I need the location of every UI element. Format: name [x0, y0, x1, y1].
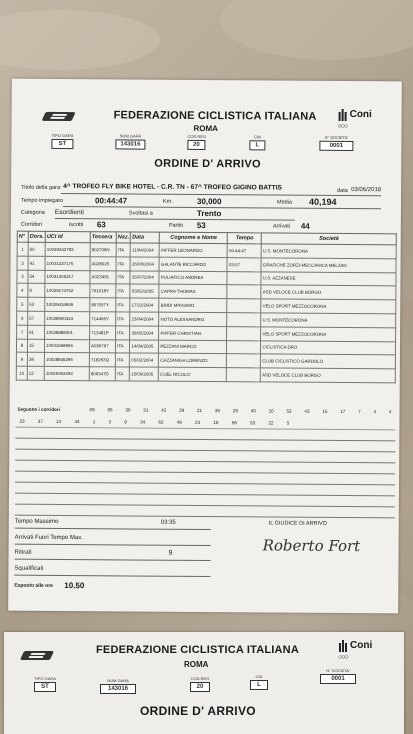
- results-sheet: [8, 79, 402, 614]
- table-cell: ITA: [116, 284, 130, 298]
- table-cell: CAPRA THOMAS: [159, 285, 227, 299]
- table-cell: 14/04/2005: [130, 340, 159, 354]
- table-cell: A036767: [90, 339, 116, 353]
- col-header: Società: [262, 233, 397, 245]
- follower-number: 23: [19, 418, 25, 424]
- avg-value: 40,194: [308, 196, 337, 207]
- code-tipo-gara: TIPO GARA ST: [51, 133, 73, 149]
- km-value: 30,000: [196, 196, 222, 207]
- city-name: ROMA: [184, 660, 209, 669]
- follower-number: 16: [213, 420, 219, 426]
- follower-number: 29: [179, 407, 185, 413]
- follower-number: 5: [286, 420, 290, 426]
- table-cell: 7: [17, 325, 28, 339]
- coni-label: Coni: [350, 640, 373, 651]
- time-value: 00:44:47: [94, 196, 128, 206]
- avg-label: Media: [276, 199, 293, 206]
- table-cell: [227, 340, 261, 354]
- table-cell: 10029416849: [45, 298, 90, 312]
- col-header: Data: [131, 232, 160, 243]
- table-cell: A028025: [90, 256, 116, 270]
- table-cell: 10028846295: [44, 353, 89, 367]
- judge-label: IL GIUDICE DI ARRIVO: [268, 520, 327, 527]
- withdrawn-value: 9: [168, 549, 173, 557]
- table-cell: [227, 354, 261, 368]
- col-header: UCI id: [45, 231, 90, 242]
- table-cell: [227, 368, 261, 382]
- riders-label: Corridori: [20, 221, 42, 228]
- code-societa: N° SOCIETA' 0001: [319, 135, 353, 151]
- table-cell: [227, 326, 261, 340]
- follower-number: 43: [304, 408, 310, 414]
- table-cell: 61: [28, 325, 45, 339]
- iscritti-value: 63: [96, 220, 106, 230]
- table-cell: 63: [28, 297, 45, 311]
- follower-number: 9: [124, 419, 127, 425]
- table-cell: BRIDI MASSIMO: [159, 298, 227, 312]
- table-cell: 03/02/2005: [130, 284, 159, 298]
- document-title: ORDINE D' ARRIVO: [140, 704, 256, 718]
- code-tipo-gara: TIPO GARA ST: [34, 676, 56, 690]
- follower-number: 30: [125, 407, 131, 413]
- coni-logo-icon: [334, 638, 374, 666]
- place-label: Svoltasi a: [128, 210, 153, 217]
- table-cell: 17/11/2004: [130, 298, 159, 312]
- table-cell: 9: [16, 353, 27, 367]
- table-cell: [227, 299, 261, 313]
- table-cell: 10: [16, 366, 27, 380]
- follower-number: 24: [195, 419, 201, 425]
- code-num-gara: NUM.GARA 143016: [115, 133, 145, 149]
- table-cell: ITA: [115, 367, 129, 381]
- table-cell: 00:44:47: [227, 244, 261, 258]
- table-cell: PIFFER LEONARDO: [159, 243, 227, 257]
- follower-number: 17: [340, 408, 346, 414]
- table-cell: 30/05/2004: [130, 326, 159, 340]
- followers-label: Seguono i corridori: [17, 406, 60, 412]
- table-cell: ITA: [116, 326, 130, 340]
- table-cell: 10029342783: [45, 242, 90, 256]
- table-cell: 10031668965: [45, 339, 90, 353]
- follower-number: 53: [250, 420, 256, 426]
- table-cell: CLUB CICLISTICO GARDOLO: [261, 354, 396, 369]
- table-cell: 11/04/2004: [130, 243, 159, 257]
- table-cell: 718263Q: [89, 353, 115, 367]
- table-cell: 1: [17, 242, 28, 256]
- olympic-rings-icon: ○○○: [338, 654, 348, 661]
- code-cod-reg: COD.REG 20: [190, 676, 210, 690]
- table-cell: CAZZANIGA LORENZO: [159, 354, 227, 368]
- table-cell: [227, 285, 261, 299]
- table-cell: 10029174752: [45, 284, 90, 298]
- race-date: 03/06/2018: [351, 187, 382, 194]
- coni-logo-icon: [333, 107, 373, 135]
- code-cod-reg: COD.REG 20: [187, 134, 205, 150]
- table-cell: 15: [27, 339, 44, 353]
- disqualified-label: Squalificati: [14, 565, 44, 572]
- follower-number: 37: [37, 418, 43, 424]
- follower-number: 22: [268, 420, 274, 426]
- table-cell: PEZZANI MARCO: [159, 340, 227, 354]
- iscritti-label: Iscritti: [68, 222, 84, 229]
- table-cell: 10028900324: [45, 311, 90, 325]
- follower-number: 52: [286, 408, 292, 414]
- table-cell: 8: [28, 284, 45, 298]
- category-value: Esordienti: [54, 208, 84, 217]
- table-row: [16, 366, 395, 382]
- race-title-label: Titolo della gara:: [21, 184, 62, 191]
- table-cell: [227, 313, 261, 327]
- follower-number: 7: [358, 409, 361, 415]
- table-cell: U.S. MONTECORONA: [261, 244, 396, 259]
- follower-number: 15: [322, 408, 328, 414]
- follower-number: 62: [158, 419, 164, 425]
- table-cell: CICLISTICA DRO: [261, 340, 396, 355]
- follower-number: 10: [268, 408, 274, 414]
- follower-number: 44: [74, 419, 80, 425]
- table-cell: 713481P: [90, 325, 116, 339]
- col-header: Tessera: [90, 232, 116, 243]
- table-cell: 26/06/2004: [130, 257, 159, 271]
- table-cell: 15/06/2005: [130, 367, 159, 381]
- table-cell: ITA: [116, 270, 130, 284]
- document-title: ORDINE D' ARRIVO: [154, 157, 261, 171]
- partiti-value: 53: [196, 220, 206, 231]
- follower-number: 4: [373, 409, 377, 415]
- table-cell: 807057Y: [90, 298, 116, 312]
- race-date-label: data: [337, 187, 348, 194]
- olympic-rings-icon: ○○○: [337, 122, 348, 130]
- exposed-label: Esposto alle ore: [14, 582, 53, 589]
- follower-number: 42: [161, 407, 167, 413]
- table-cell: 03:07: [227, 257, 261, 271]
- race-title: 4^ TROFEO FLY BIKE HOTEL - C.R. TN - 67^ TROFEO GIGINO BATTIS: [63, 183, 282, 192]
- time-label: Tempo impiegato: [20, 197, 63, 205]
- table-cell: ITA: [116, 339, 130, 353]
- code-societa: N° SOCIETA' 0001: [320, 668, 356, 684]
- results-sheet-copy: [4, 632, 404, 734]
- table-cell: 10028888301: [45, 325, 90, 339]
- out-of-time-label: Arrivati Fuori Tempo Max.: [14, 534, 83, 542]
- table-cell: U.S. MONTECORONA: [261, 313, 396, 328]
- table-cell: ITA: [116, 298, 130, 312]
- table-cell: 12: [27, 366, 44, 380]
- table-cell: 4: [17, 284, 28, 298]
- table-cell: 806347D: [89, 367, 115, 381]
- table-cell: 54: [28, 270, 45, 284]
- code-num-gara: NUM.GARA 143016: [100, 678, 136, 694]
- table-cell: 25/07/2004: [130, 271, 159, 285]
- follower-number: 31: [143, 407, 149, 413]
- follower-number: 40: [250, 408, 256, 414]
- table-cell: ASD VELOCE CLUB BORGO: [261, 285, 396, 300]
- arrivati-label: Arrivati: [272, 223, 290, 230]
- table-cell: ASD VELOCE CLUB BORGO: [261, 368, 396, 383]
- col-header: Dors.: [28, 231, 45, 242]
- table-cell: 6: [17, 311, 28, 325]
- table-cell: PIFFER CHRISTIAN: [159, 326, 227, 340]
- empty-lines: [15, 416, 396, 519]
- table-cell: ITA: [116, 312, 130, 326]
- table-cell: 38: [27, 353, 44, 367]
- table-cell: [227, 271, 261, 285]
- max-time-value: 03:35: [160, 519, 176, 526]
- partiti-label: Partiti: [168, 222, 183, 229]
- table-cell: GALANTE RICCARDO: [159, 257, 227, 271]
- follower-number: 35: [214, 408, 221, 414]
- table-cell: 10029392293: [44, 367, 89, 381]
- col-header: Tempo: [228, 233, 262, 244]
- table-cell: 791018Y: [90, 284, 116, 298]
- place-value: Trento: [196, 208, 222, 219]
- table-cell: 10031437175: [45, 256, 90, 270]
- federation-name: FEDERAZIONE CICLISTICA ITALIANA: [113, 109, 317, 123]
- federation-name: FEDERAZIONE CICLISTICA ITALIANA: [96, 644, 299, 656]
- table-cell: ITA: [116, 257, 130, 271]
- follower-number: 3: [108, 419, 112, 425]
- withdrawn-label: Ritirati: [14, 549, 32, 556]
- follower-number: 69: [89, 407, 95, 413]
- table-cell: VELO SPORT MEZZOCORONA: [261, 327, 396, 342]
- arrivati-value: 44: [300, 221, 310, 231]
- table-cell: 57: [28, 311, 45, 325]
- table-cell: 3: [17, 270, 28, 284]
- table-cell: GRAFICHE ZORZI-MECCANICA MELZAN: [261, 258, 396, 273]
- table-cell: 2: [17, 256, 28, 270]
- table-cell: 5: [17, 297, 28, 311]
- coni-label: Coni: [349, 109, 372, 121]
- table-cell: 05/02/2004: [130, 353, 159, 367]
- follower-number: 14: [56, 418, 62, 424]
- category-label: Categoria: [20, 209, 45, 216]
- wall-texture: [220, 0, 413, 60]
- table-cell: 8: [16, 339, 27, 353]
- code-cin: CIN L: [249, 134, 265, 150]
- table-cell: 10031305217: [45, 270, 90, 284]
- code-cin: CIN L: [250, 674, 268, 690]
- followers-line-1: [90, 407, 392, 414]
- table-cell: 714466Y: [90, 312, 116, 326]
- table-cell: 23/04/2004: [130, 312, 159, 326]
- follower-number: 58: [231, 420, 237, 426]
- table-cell: A023491: [90, 270, 116, 284]
- follower-number: 4: [388, 409, 392, 415]
- follower-number: 34: [140, 419, 146, 425]
- results-table: [16, 231, 397, 384]
- table-cell: NOTO ALESSANDRO: [159, 312, 227, 326]
- follower-number: 29: [232, 408, 238, 414]
- fci-logo-icon: [44, 109, 78, 125]
- fci-logo-icon: [22, 648, 56, 664]
- table-cell: ITA: [115, 353, 129, 367]
- follower-number: 21: [196, 407, 203, 413]
- judge-signature: Roberto Fort: [262, 536, 361, 556]
- wall-texture: [0, 10, 160, 70]
- exposed-value: 10.50: [64, 581, 85, 591]
- table-cell: PULIAFICO ANDREA: [159, 271, 227, 285]
- col-header: Naz.: [116, 232, 130, 243]
- table-cell: CUEL NICOLO': [159, 367, 227, 381]
- follower-number: 49: [176, 419, 182, 425]
- col-header: Cognome e Nome: [160, 232, 228, 243]
- col-header: N°: [17, 231, 28, 242]
- table-cell: 41: [28, 256, 45, 270]
- city-name: ROMA: [193, 123, 219, 134]
- follower-number: 1: [92, 419, 96, 425]
- table-cell: U.S. AZZANESE: [261, 271, 396, 286]
- follower-number: 66: [107, 407, 113, 413]
- table-cell: 60: [28, 242, 45, 256]
- table-cell: ITA: [116, 243, 130, 257]
- km-label: Km.: [162, 198, 173, 205]
- max-time-label: Tempo Massimo: [14, 518, 59, 525]
- table-cell: 802709N: [90, 243, 116, 257]
- table-cell: VELO SPORT MEZZOCORONA: [261, 299, 396, 314]
